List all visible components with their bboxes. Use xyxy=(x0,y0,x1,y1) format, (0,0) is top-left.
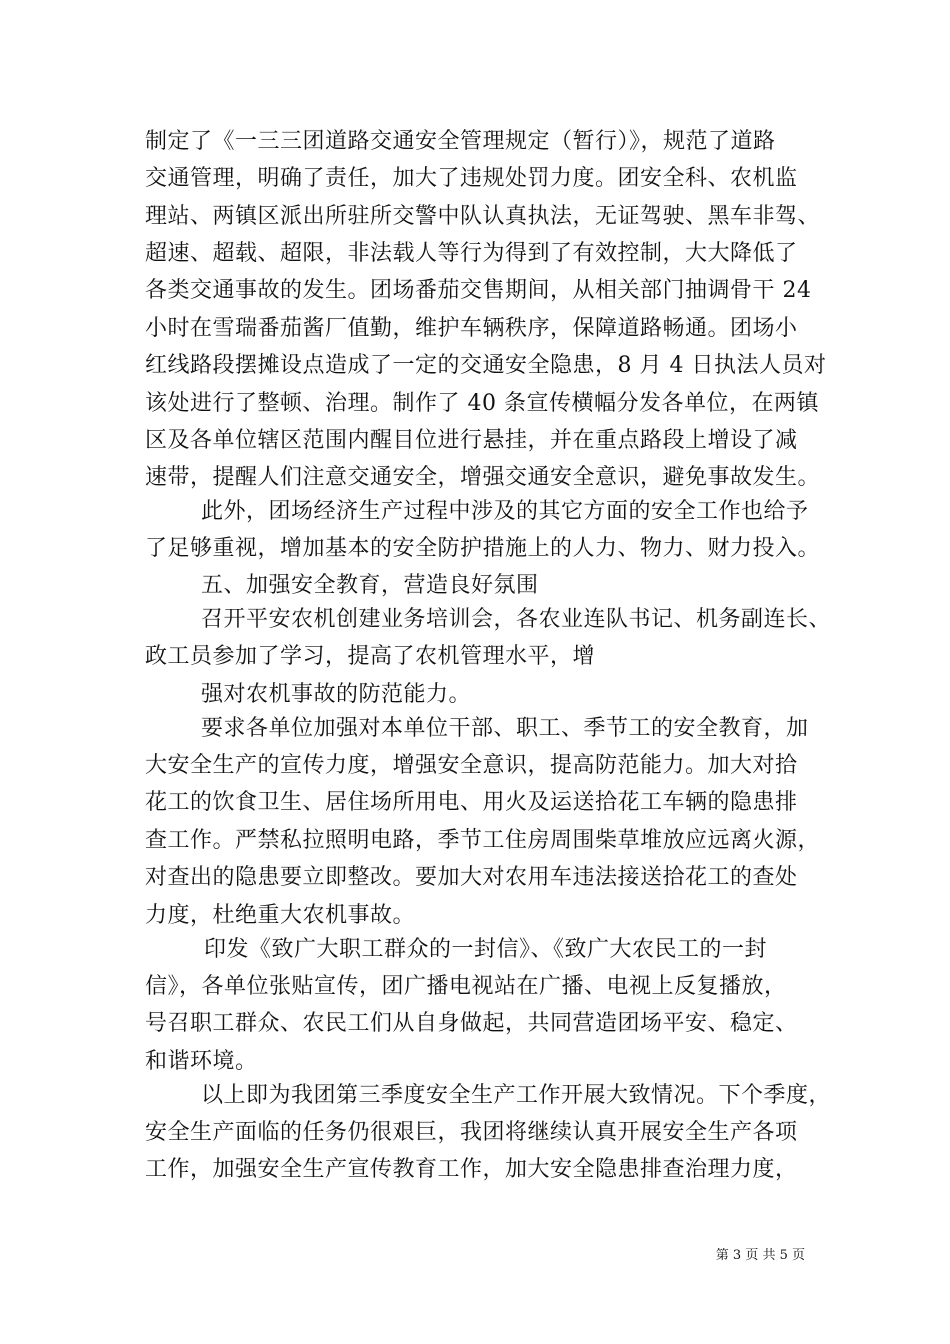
paragraph-line: 要求各单位加强对本单位干部、职工、季节工的安全教育，加 xyxy=(201,716,809,741)
text-line: 号召职工群众、农民工们从自身做起，共同营造团场平安、稳定、 xyxy=(145,1011,798,1036)
text-line: 了足够重视，增加基本的安全防护措施上的人力、物力、财力投入。 xyxy=(145,536,821,561)
text-line: 理站、两镇区派出所驻所交警中队认真执法，无证驾驶、黑车非驾、 xyxy=(145,204,821,229)
text-line: 制定了《一三三团道路交通安全管理规定（暂行）》，规范了道路 xyxy=(145,129,776,154)
text-line: 和谐环境。 xyxy=(145,1049,258,1074)
text-line: 花工的饮食卫生、居住场所用电、用火及运送拾花工车辆的隐患排 xyxy=(145,790,798,815)
text-line: 小时在雪瑞番茄酱厂值勤，维护车辆秩序，保障道路畅通。团场小 xyxy=(145,316,798,341)
text-line: 超速、超载、超限，非法载人等行为得到了有效控制，大大降低了 xyxy=(145,241,798,266)
paragraph-line: 印发《致广大职工群众的一封信》、《致广大农民工的一封 xyxy=(204,937,768,962)
text-line: 力度，杜绝重大农机事故。 xyxy=(145,903,416,928)
text-line: 强对农机事故的防范能力。 xyxy=(201,682,472,707)
text-line: 信》，各单位张贴宣传，团广播电视站在广播、电视上反复播放， xyxy=(145,974,787,999)
paragraph-line: 以上即为我团第三季度安全生产工作开展大致情况。下个季度， xyxy=(201,1083,832,1108)
text-line: 该处进行了整顿、治理。制作了 40 条宣传横幅分发各单位，在两镇 xyxy=(145,391,819,416)
text-line: 交通管理，明确了责任，加大了违规处罚力度。团安全科、农机监 xyxy=(145,166,798,191)
paragraph-line: 召开平安农机创建业务培训会，各农业连队书记、机务副连长、 xyxy=(201,607,832,632)
text-line: 速带，提醒人们注意交通安全，增强交通安全意识，避免事故发生。 xyxy=(145,465,821,490)
text-line: 各类交通事故的发生。团场番茄交售期间，从相关部门抽调骨干 24 xyxy=(145,278,812,303)
text-line: 工作，加强安全生产宣传教育工作，加大安全隐患排查治理力度， xyxy=(145,1157,798,1182)
text-line: 查工作。严禁私拉照明电路，季节工住房周围柴草堆放应远离火源， xyxy=(145,828,821,853)
text-line: 区及各单位辖区范围内醒目位进行悬挂，并在重点路段上增设了减 xyxy=(145,428,798,453)
text-line: 政工员参加了学习，提高了农机管理水平，增 xyxy=(145,644,596,669)
section-heading: 五、加强安全教育，营造良好氛围 xyxy=(201,573,539,598)
paragraph-line: 此外，团场经济生产过程中涉及的其它方面的安全工作也给予 xyxy=(201,499,809,524)
page-number: 第 3 页 共 5 页 xyxy=(715,1248,805,1263)
text-line: 安全生产面临的任务仍很艰巨，我团将继续认真开展安全生产各项 xyxy=(145,1120,798,1145)
text-line: 红线路段摆摊设点造成了一定的交通安全隐患，8 月 4 日执法人员对 xyxy=(145,353,827,378)
text-line: 大安全生产的宣传力度，增强安全意识，提高防范能力。加大对拾 xyxy=(145,753,798,778)
text-line: 对查出的隐患要立即整改。要加大对农用车违法接送拾花工的查处 xyxy=(145,865,798,890)
